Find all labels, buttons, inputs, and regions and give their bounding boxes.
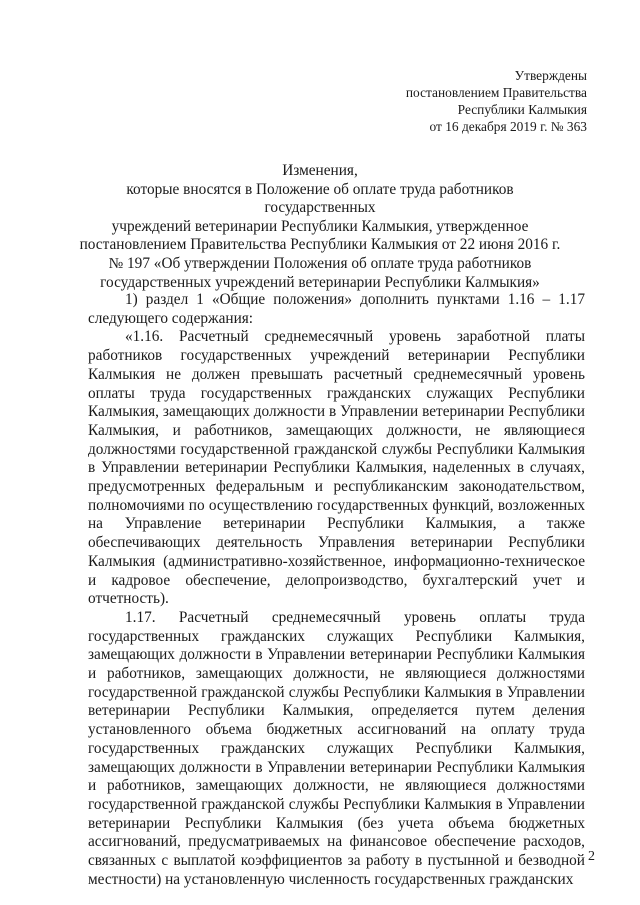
paragraph-clause-1-16: «1.16. Расчетный среднемесячный уровень заработной платы работников государственных учреждений ветеринарии Республики Калмыкия не должен превышать расчетный среднемесячный уровень оплаты труда государственных гражданских служащих Республики Калмыкия, замещающих должности в Управлении ветеринарии Республики Калмыкия, и работников, замещающих должности, не являющиеся должностями государственной гражданской службы Республики Калмыкия в Управлении ветеринарии Республики Калмыкия, наделенных в случаях, предусмотренных федеральным и республиканским законодательством, полномочиями по осуществлению государственных функций, возложенных на Управление ветеринарии Республики Калмыкия, а также обеспечивающих деятельность Управления ветеринарии Республики Калмыкия (административно-хозяйственное, информационно-техническое и кадровое обеспечение, делопроизводство, бухгалтерский учет и отчетность).: [88, 328, 585, 608]
approval-line: от 16 декабря 2019 г. № 363: [429, 119, 587, 134]
document-title: [70, 162, 570, 292]
title-line: Изменения,: [282, 162, 358, 179]
approval-line: Республики Калмыкия: [457, 102, 587, 117]
title-line: которые вносятся в Положение об оплате труда работников государственных: [126, 180, 514, 217]
document-body: [88, 291, 585, 890]
approval-line: постановлением Правительства: [405, 85, 587, 100]
approval-stamp: [406, 67, 587, 135]
paragraph-item-1: 1) раздел 1 «Общие положения» дополнить пунктами 1.16 – 1.17 следующего содержания:: [88, 291, 585, 327]
title-line: постановлением Правительства Республики Калмыкия от 22 июня 2016 г.: [79, 236, 561, 254]
title-line: № 197 «Об утверждении Положения об оплате труда работников: [108, 254, 532, 272]
paragraph-clause-1-17: 1.17. Расчетный среднемесячный уровень оплаты труда государственных гражданских служащих Республики Калмыкия, замещающих должности в Управлении ветеринарии Республики Калмыкия и работников, замещающих должности, не являющиеся должностями государственной гражданской службы Республики Калмыкия в Управлении ветеринарии Республики Калмыкия, определяется путем деления установленного объема бюджетных ассигнований на оплату труда государственных гражданских служащих Республики Калмыкия, замещающих должности в Управлении ветеринарии Республики Калмыкия и работников, замещающих должности, не являющиеся должностями государственной гражданской службы Республики Калмыкия в Управлении ветеринарии Республики Калмыкия (без учета объема бюджетных ассигнований, предусматриваемых на финансовое обеспечение расходов, связанных с выплатой коэффициентов за работу в пустынной и безводной местности) на установленную численность государственных гражданских: [88, 608, 585, 888]
page-number: 2: [588, 849, 595, 864]
title-line: учреждений ветеринарии Республики Калмыкия, утвержденное: [111, 217, 529, 235]
title-line: государственных учреждений ветеринарии Республики Калмыкия»: [100, 273, 540, 291]
approval-line: Утверждены: [514, 68, 587, 83]
